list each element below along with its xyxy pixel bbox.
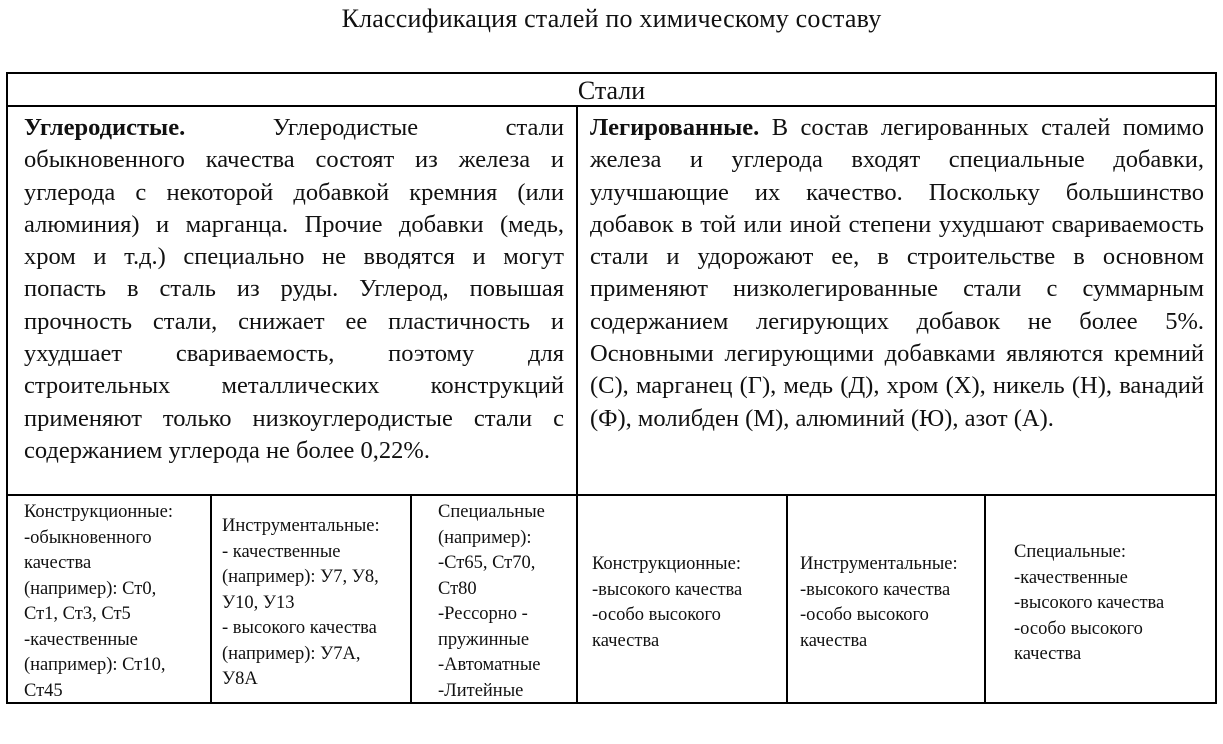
table-header-steels: Стали (8, 74, 1215, 107)
steel-classification-table (6, 72, 1217, 704)
column-divider-alloy-2 (984, 494, 986, 704)
alloy-special-cell: Специальные: -качественные -высокого качества -особо высокого качества (1014, 542, 1165, 664)
alloy-tool-cell: Инструментальные: -высокого качества -особо высокого качества (800, 554, 958, 651)
alloy-steels-heading: Легированные. (590, 114, 760, 141)
alloy-structural-cell: Конструкционные: -высокого качества -особо высокого качества (592, 554, 743, 651)
column-divider-carbon-1 (210, 494, 212, 704)
carbon-steels-text: Углеродистые стали обыкновенного качества состоят из железа и углерода с некоторой добавкой кремния (или алюминия) и марганца. Прочие добавки (медь, хром и т.д.) специально не вводятся и могут попасть в сталь из руды. Углерод, повышая прочность стали, снижает ее пластичность и ухудшает свариваемость, поэтому для строительных металлических конструкций применяют только низкоуглеродистые стали с содержанием углерода не более 0,22%. (24, 114, 564, 464)
column-divider-carbon-2 (410, 494, 412, 704)
column-divider-alloy-1 (786, 494, 788, 704)
carbon-structural-cell: Конструкционные: -обыкновенного качества (например): Ст0, Ст1, Ст3, Ст5 -качественные (например): Ст10, Ст45 (24, 502, 173, 701)
carbon-steels-description (24, 112, 564, 467)
alloy-steels-text: В состав легированных сталей помимо железа и углерода входят специальные добавки, улучшающие их качество. Поскольку большинство добавок в той или иной степени ухудшают свариваемость стали и удорожают ее, в строительстве в основном применяют низколегированные стали с суммарным содержанием легирующих добавок не более 5%. Основными легирующими добавками являются кремний (С), марганец (Г), медь (Д), хром (Х), никель (Н), ванадий (Ф), молибден (М), алюминий (Ю), азот (А). (590, 114, 1204, 432)
column-divider-main (576, 107, 578, 704)
document-title: Классификация сталей по химическому составу (341, 4, 882, 33)
carbon-tool-cell: Инструментальные: - качественные (например): У7, У8, У10, У13 - высокого качества (например): У7А, У8А (222, 516, 380, 689)
carbon-special-cell: Специальные (например): -Ст65, Ст70, Ст80 -Рессорно - пружинные -Автоматные -Литейные (438, 502, 545, 701)
carbon-steels-heading: Углеродистые. (24, 114, 186, 141)
row-divider-subclasses (8, 494, 1215, 496)
alloy-steels-description (590, 112, 1204, 435)
